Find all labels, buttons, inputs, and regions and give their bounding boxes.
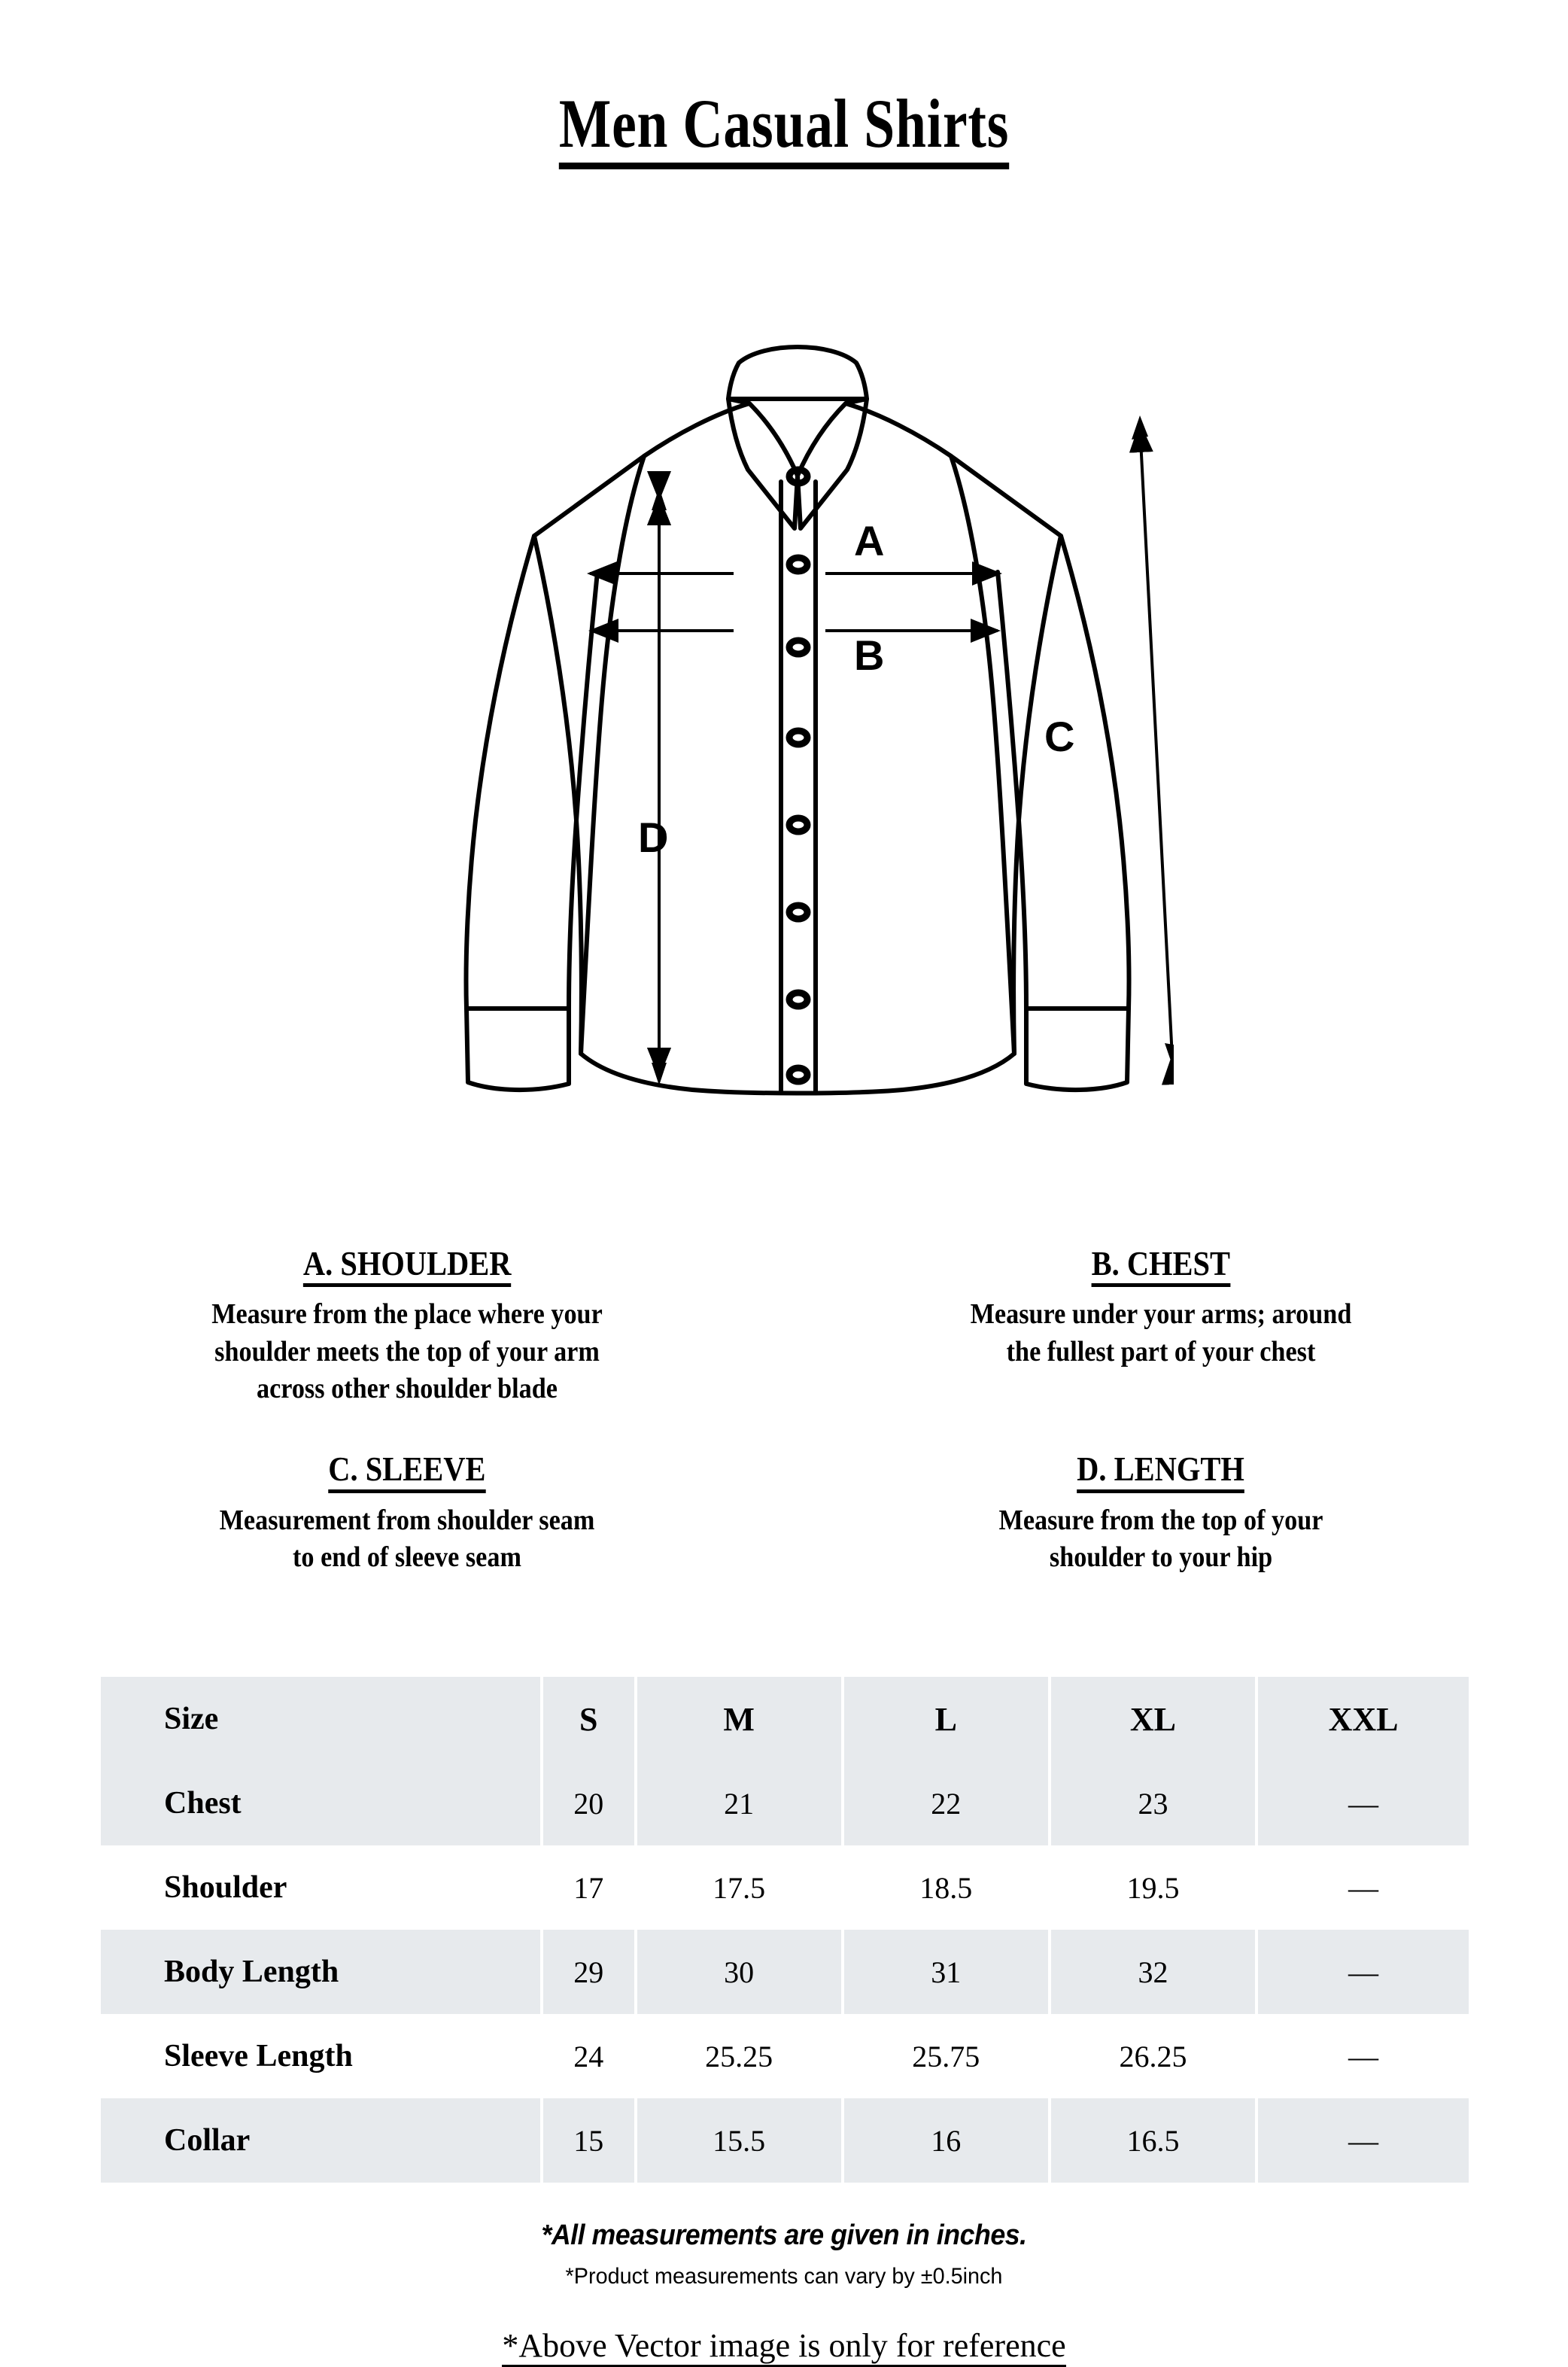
sleeve-left: [466, 536, 598, 1009]
button-8: [789, 1068, 807, 1082]
cell-shoulder-s: 17: [573, 1870, 604, 1905]
page-title: [156, 85, 1411, 169]
collar-leaf-left: [728, 399, 798, 528]
cell-chest-l: 22: [844, 1761, 1048, 1845]
sleeve-left-seam: [581, 456, 644, 1054]
desc-line: Measurement from shoulder seam: [219, 1504, 595, 1536]
cell-collar-l: 16: [844, 2098, 1048, 2183]
row-label-sleeve-length: Sleeve Length: [164, 2039, 353, 2073]
button-5: [789, 818, 807, 832]
column-header-s: S: [543, 1677, 634, 1761]
note-reference: [0, 2328, 1568, 2367]
desc-block-sleeve: [0, 1451, 784, 1576]
cell-collar-xl: 16.5: [1051, 2098, 1255, 2183]
button-group: [789, 470, 807, 1082]
measurement-descriptions: [0, 1246, 1568, 1577]
collar-leaf-right: [798, 399, 867, 528]
label-a: A: [854, 517, 885, 564]
cuff-left: [466, 1009, 569, 1090]
cell-body-length-s: 29: [543, 1930, 634, 2014]
desc-line: shoulder meets the top of your arm: [214, 1335, 600, 1368]
button-4: [789, 731, 807, 744]
collar-band: [728, 347, 867, 399]
cell-body-length-xxl: —: [1258, 1930, 1469, 2014]
footnotes: [0, 2220, 1568, 2367]
cell-body-length-xl: 32: [1051, 1930, 1255, 2014]
label-d: D: [638, 814, 669, 861]
cell-collar-xxl: —: [1258, 2098, 1469, 2183]
table-row: [101, 2098, 1469, 2183]
table-row: [101, 1930, 1469, 2014]
button-7: [789, 993, 807, 1006]
row-label-body-length: Body Length: [101, 1930, 540, 2014]
cell-chest-s: 20: [543, 1761, 634, 1845]
column-header-l: L: [844, 1677, 1048, 1761]
desc-line: to end of sleeve seam: [293, 1541, 521, 1574]
table-row: [101, 2014, 1469, 2098]
cell-chest-xxl: —: [1258, 1761, 1469, 1845]
label-b: B: [854, 631, 885, 679]
note-reference-text: *Above Vector image is only for reference: [502, 2328, 1065, 2367]
note-inches: *All measurements are given in inches.: [541, 2219, 1027, 2251]
cuff-right: [1026, 1009, 1129, 1090]
button-2: [789, 558, 807, 571]
cell-shoulder-m: 17.5: [713, 1870, 766, 1905]
desc-line: shoulder to your hip: [1049, 1541, 1273, 1574]
row-label-shoulder: Shoulder: [164, 1870, 287, 1905]
cell-chest-xl: 23: [1051, 1761, 1255, 1845]
cell-body-length-m: 30: [637, 1930, 841, 2014]
size-chart-table: [98, 1677, 1472, 2183]
column-header-m: M: [637, 1677, 841, 1761]
column-header-xxl: XXL: [1258, 1677, 1469, 1761]
desc-line: Measure from the top of your: [998, 1504, 1323, 1536]
desc-heading-shoulder: A. SHOULDER: [303, 1246, 512, 1287]
desc-heading-chest: B. CHEST: [1092, 1246, 1230, 1287]
desc-line: Measure from the place where your: [211, 1298, 603, 1331]
label-c: C: [1044, 713, 1075, 760]
page-title-text: Men Casual Shirts: [559, 89, 1009, 169]
desc-line: Measure under your arms; around: [970, 1298, 1352, 1331]
table-row: [101, 1761, 1469, 1845]
cell-collar-s: 15: [543, 2098, 634, 2183]
shirt-diagram: [421, 294, 1174, 1212]
column-header-size: Size: [101, 1677, 540, 1761]
row-label-chest: Chest: [101, 1761, 540, 1845]
sleeve-right-seam: [951, 456, 1014, 1054]
desc-block-chest: [784, 1246, 1568, 1407]
cell-shoulder-l: 18.5: [919, 1870, 973, 1905]
cell-sleeve-length-s: 24: [573, 2039, 604, 2073]
desc-heading-sleeve: C. SLEEVE: [328, 1451, 485, 1492]
table-row: [101, 1845, 1469, 1930]
button-6: [789, 905, 807, 919]
cell-chest-m: 21: [637, 1761, 841, 1845]
cell-sleeve-length-xl: 26.25: [1119, 2039, 1187, 2073]
cell-shoulder-xxl: —: [1348, 1870, 1379, 1905]
desc-line: the fullest part of your chest: [1006, 1335, 1316, 1368]
cell-sleeve-length-l: 25.75: [912, 2039, 980, 2073]
cell-collar-m: 15.5: [637, 2098, 841, 2183]
cell-shoulder-xl: 19.5: [1126, 1870, 1180, 1905]
sleeve-right: [998, 536, 1129, 1009]
desc-block-shoulder: [0, 1246, 784, 1407]
table-header-row: [101, 1677, 1469, 1761]
cell-sleeve-length-xxl: —: [1348, 2039, 1379, 2073]
desc-heading-length: D. LENGTH: [1077, 1451, 1245, 1492]
button-3: [789, 640, 807, 654]
cell-body-length-l: 31: [844, 1930, 1048, 2014]
arrow-c: [1140, 425, 1172, 1057]
desc-block-length: [784, 1451, 1568, 1576]
desc-row-ab: [0, 1246, 1568, 1407]
desc-row-cd: [0, 1451, 1568, 1576]
note-variance: *Product measurements can vary by ±0.5inch: [565, 2263, 1003, 2289]
row-label-collar: Collar: [101, 2098, 540, 2183]
desc-line: across other shoulder blade: [256, 1373, 558, 1405]
cell-sleeve-length-m: 25.25: [705, 2039, 773, 2073]
column-header-xl: XL: [1051, 1677, 1255, 1761]
